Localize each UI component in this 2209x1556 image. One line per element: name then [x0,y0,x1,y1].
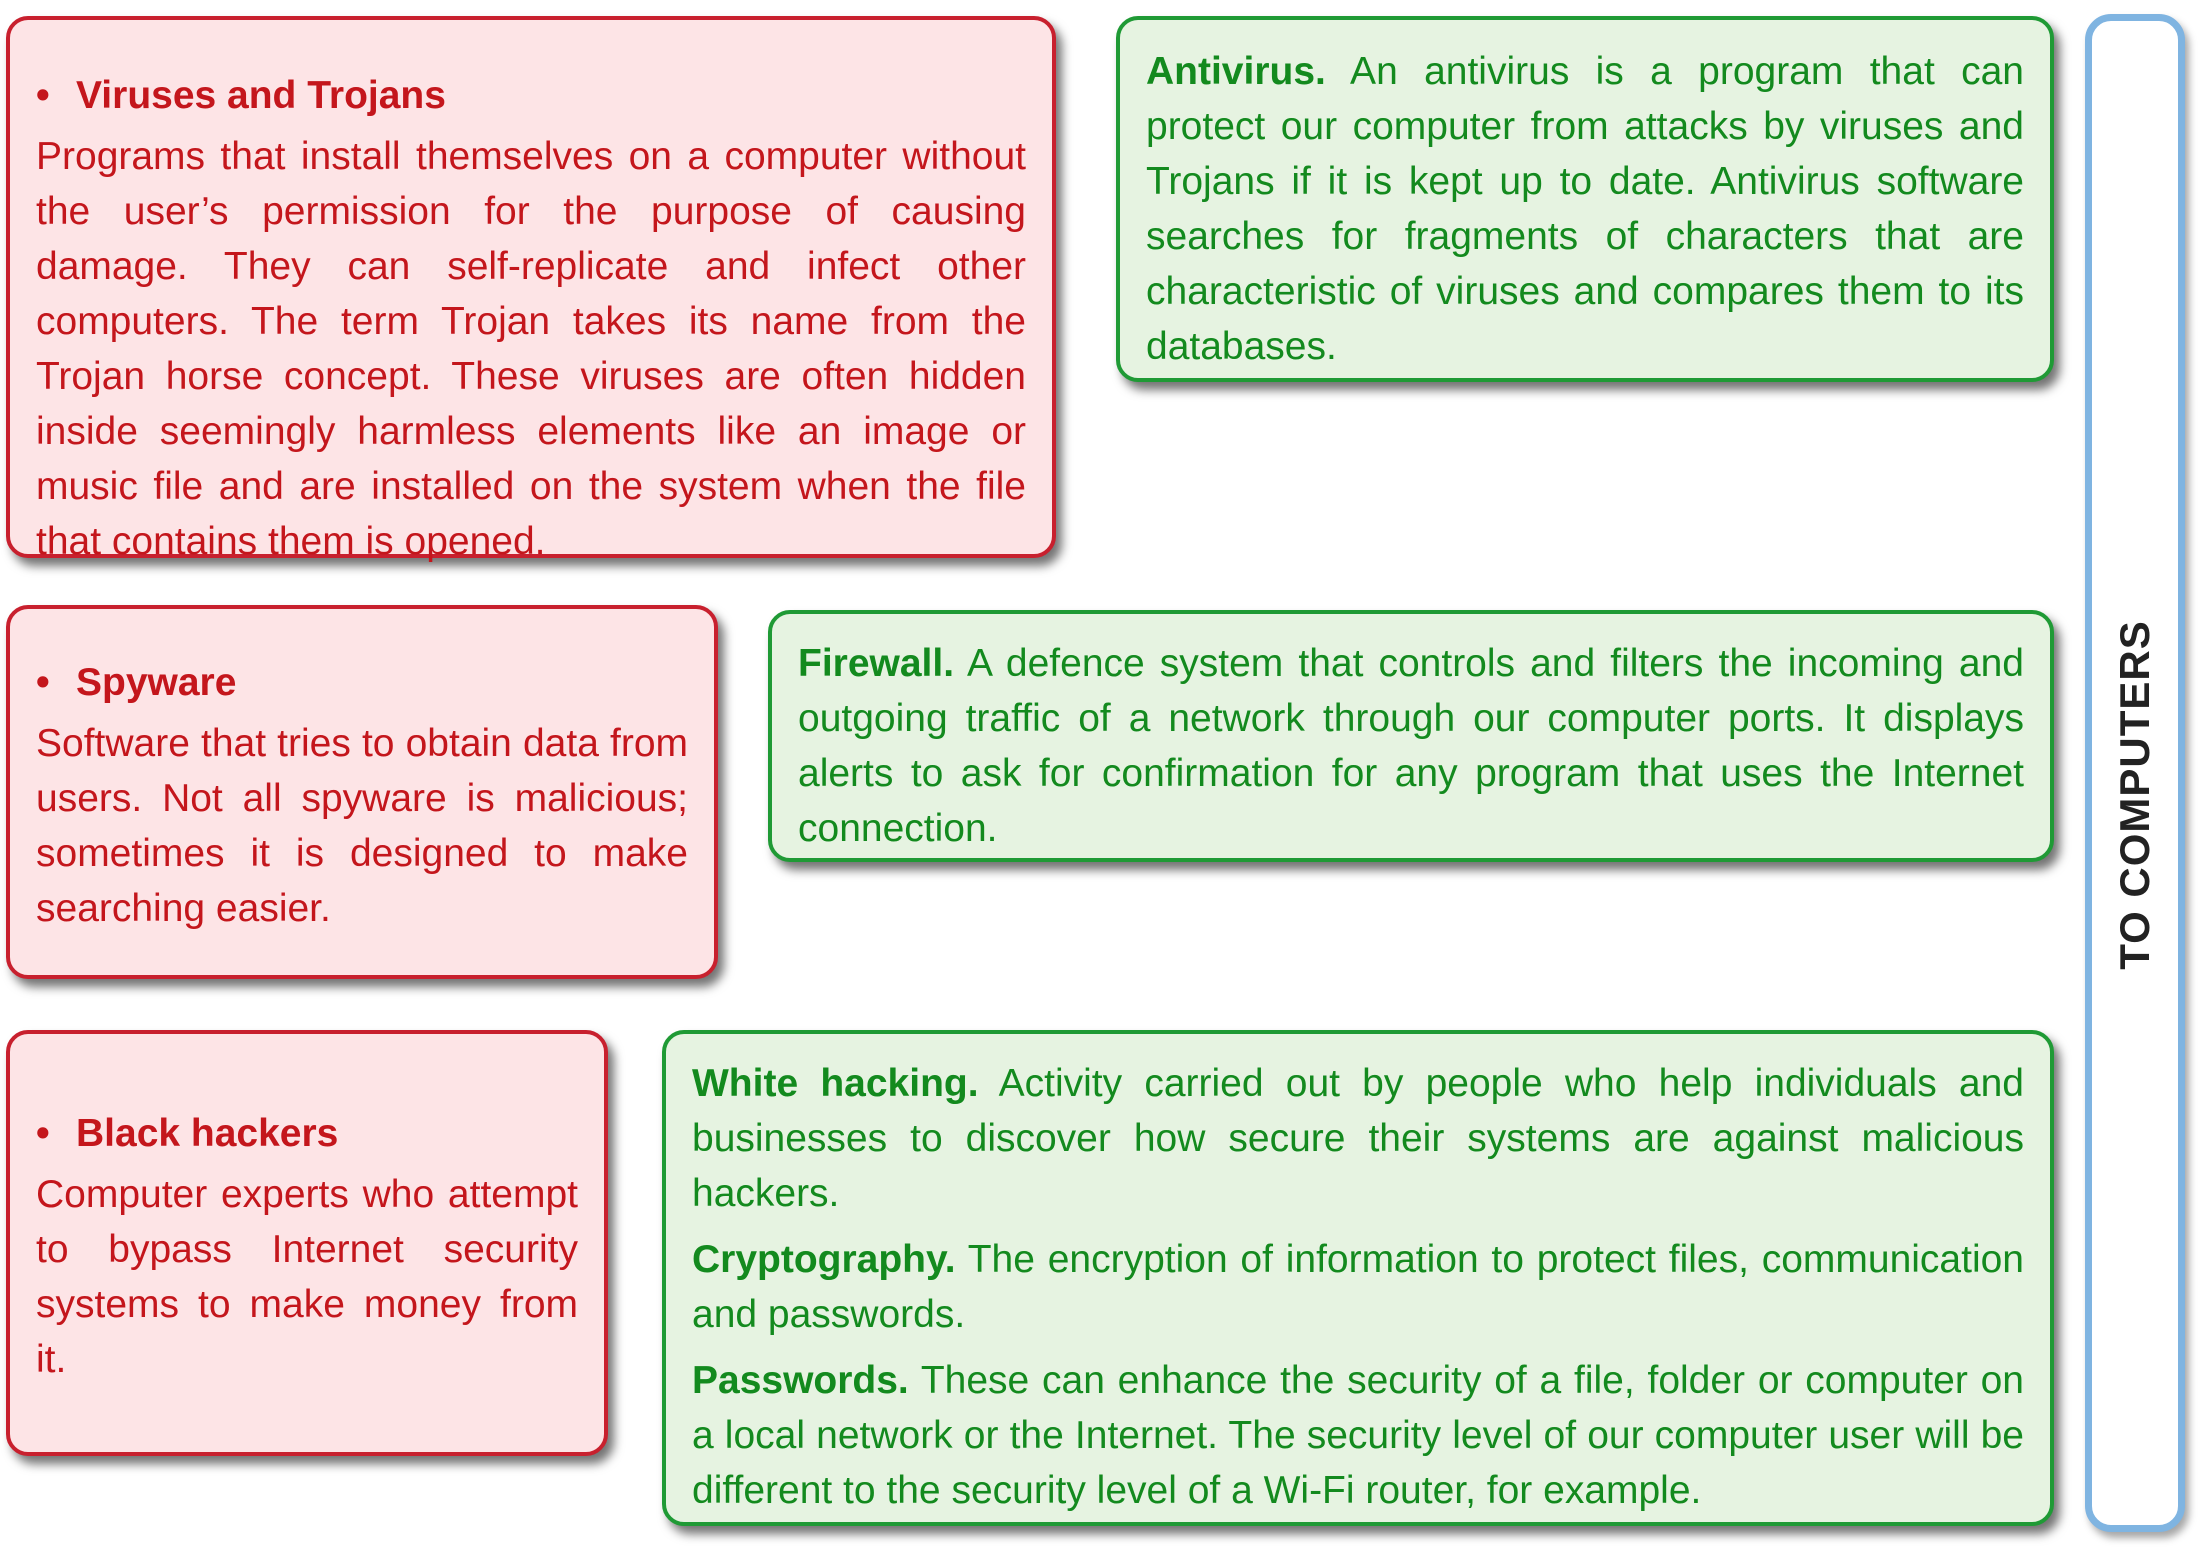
white-hacking-term: White hacking. [692,1062,979,1105]
viruses-trojans-heading [36,68,1026,123]
spyware-text: Software that tries to obtain data from users. Not all spyware is malicious; sometimes it is designed to make searching easier. [36,722,688,930]
cryptography-paragraph [692,1232,2024,1342]
viruses-trojans-box [6,16,1056,563]
white-hacking-text: Activity carried out by people who help individuals and businesses to discover how secure their systems are against malicious hackers. [692,1062,2024,1215]
firewall-box [768,610,2054,862]
black-hackers-heading [36,1106,578,1161]
firewall-term: Firewall. [798,642,955,685]
spyware-box [6,605,718,979]
passwords-paragraph [692,1353,2024,1518]
defences-box [662,1030,2054,1526]
firewall-text: A defence system that controls and filters the incoming and outgoing traffic of a network through our computer ports. It displays alerts to ask for confirmation for any program that uses the Internet connection. [798,642,2024,850]
passwords-term: Passwords. [692,1359,909,1402]
passwords-text: These can enhance the security of a file, folder or computer on a local network or the Internet. The security level of our computer user will be different to the security level of a Wi-Fi router, for example. [692,1359,2024,1512]
sidebar-label: TO COMPUTERS [2111,620,2158,970]
black-hackers-title: Black hackers [76,1112,339,1155]
bullet-icon: • [36,74,50,117]
antivirus-text: An antivirus is a program that can protect our computer from attacks by viruses and Trojans if it is kept up to date. Antivirus software searches for fragments of characters that are characteristic of viruses and compares them to its databases. [1146,50,2024,368]
white-hacking-paragraph [692,1056,2024,1221]
spyware-title: Spyware [76,661,237,704]
viruses-trojans-title: Viruses and Trojans [76,74,446,117]
black-hackers-text: Computer experts who attempt to bypass Internet security systems to make money from it. [36,1173,578,1381]
bullet-icon: • [36,661,50,704]
cryptography-text: The encryption of information to protect files, communication and passwords. [692,1238,2024,1336]
cryptography-term: Cryptography. [692,1238,956,1281]
bullet-icon: • [36,1112,50,1155]
antivirus-box [1116,16,2054,382]
viruses-trojans-text: Programs that install themselves on a computer without the user’s permission for the purpose of causing damage. They can self-replicate and infect other computers. The term Trojan takes its name from the Trojan horse concept. These viruses are often hidden inside seemingly harmless elements like an image or music file and are installed on the system when the file that contains them is opened. [36,135,1026,563]
antivirus-term: Antivirus. [1146,50,1326,93]
section-sidebar [2085,14,2185,1532]
black-hackers-box [6,1030,608,1456]
spyware-heading [36,655,688,710]
